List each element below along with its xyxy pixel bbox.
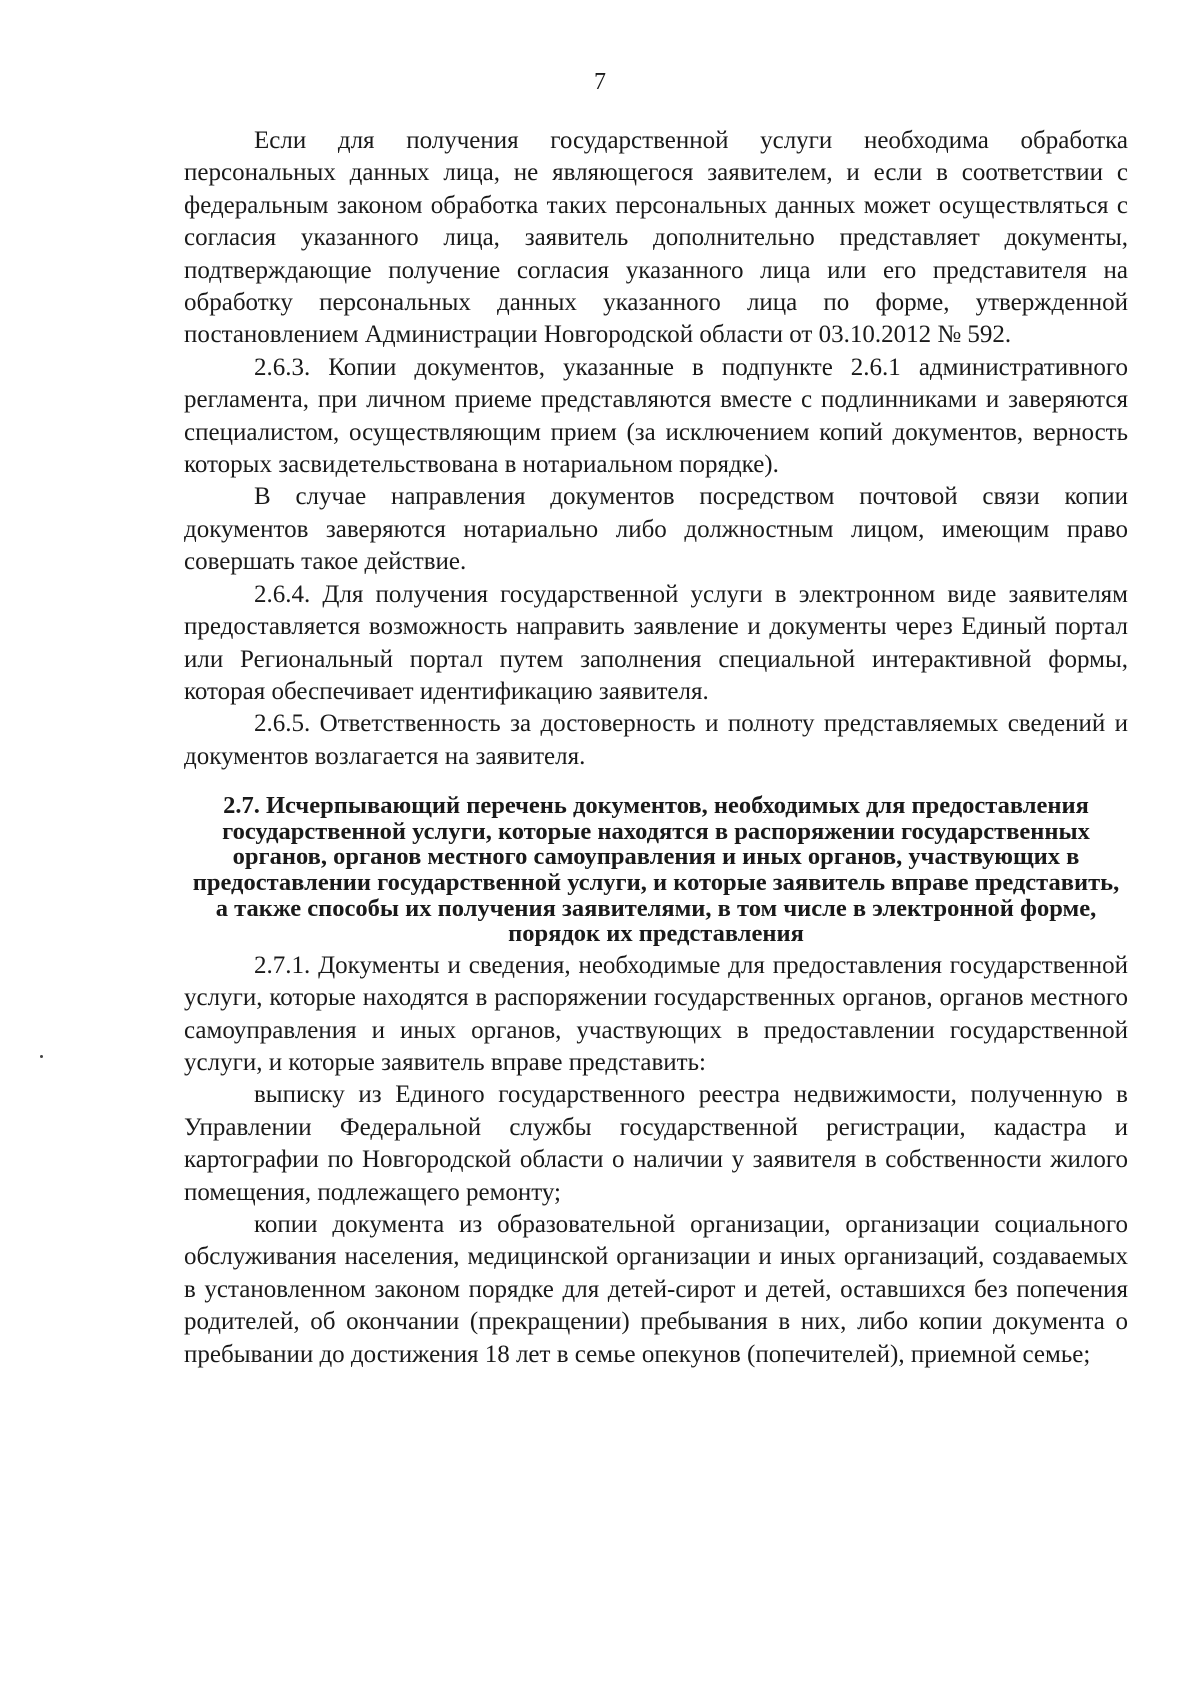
paragraph-orphan-documents: копии документа из образовательной организации, организации социального обслуживания населения, медицинской организации и иных организаций, создаваемых в установленном законом порядке для детей-сирот и детей, оставшихся без попечения родителей, об окончании (прекращении) пребывания в них, либо копии документа о пребывании до достижения 18 лет в семье опекунов (попечителей), приемной семье; [184,1210,1128,1368]
paragraph-registry-extract: выписку из Единого государственного реестра недвижимости, полученную в Управлении Федеральной службы государственной регистрации, кадастра и картографии по Новгородской области о наличии у заявителя в собственности жилого помещения, подлежащего ремонту; [184,1081,1128,1206]
paragraph-personal-data-consent: Если для получения государственной услуги необходима обработка персональных данных лица, не являющегося заявителем, и если в соответствии с федеральным законом обработка таких персональных данных может осуществляться с согласия указанного лица, заявитель дополнительно представляет документы, подтверждающие получение согласия указанного лица или его представителя на обработку персональных данных указанного лица по форме, утвержденной постановлением Администрации Новгородской области от 03.10.2012 № 592. [184,127,1128,349]
paragraph-2-6-4: 2.6.4. Для получения государственной услуги в электронном виде заявителям предоставляется возможность направить заявление и документы через Единый портал или Региональный портал путем заполнения специальной интерактивной формы, которая обеспечивает идентификацию заявителя. [184,580,1128,705]
document-body [184,125,1128,1371]
paragraph-2-7-1: 2.7.1. Документы и сведения, необходимые для предоставления государственной услуги, которые находятся в распоряжении государственных органов, органов местного самоуправления и иных органов, участвующих в предоставлении государственной услуги, и которые заявитель вправе представить: [184,951,1128,1076]
paragraph-postal-copies: В случае направления документов посредством почтовой связи копии документов заверяются нотариально либо должностным лицом, имеющим право совершать такое действие. [184,483,1128,576]
page-number: 7 [594,69,606,95]
paragraph-2-6-3: 2.6.3. Копии документов, указанные в подпункте 2.6.1 административного регламента, при личном приеме представляются вместе с подлинниками и заверяются специалистом, осуществляющим прием (за исключением копий документов, верность которых засвидетельствована в нотариальном порядке). [184,353,1128,479]
scan-speck [40,1055,43,1058]
paragraph-2-6-5: 2.6.5. Ответственность за достоверность и полноту представляемых сведений и документов возлагается на заявителя. [184,710,1128,770]
section-heading-2-7: 2.7. Исчерпывающий перечень документов, необходимых для предоставления государственной услуги, которые находятся в распоряжении государственных органов, органов местного самоуправления и иных органов, участвующих в предоставлении государственной услуги, и которые заявитель вправе представить, а также способы их получения заявителями, в том числе в электронной форме, порядок их представления [192,792,1120,948]
